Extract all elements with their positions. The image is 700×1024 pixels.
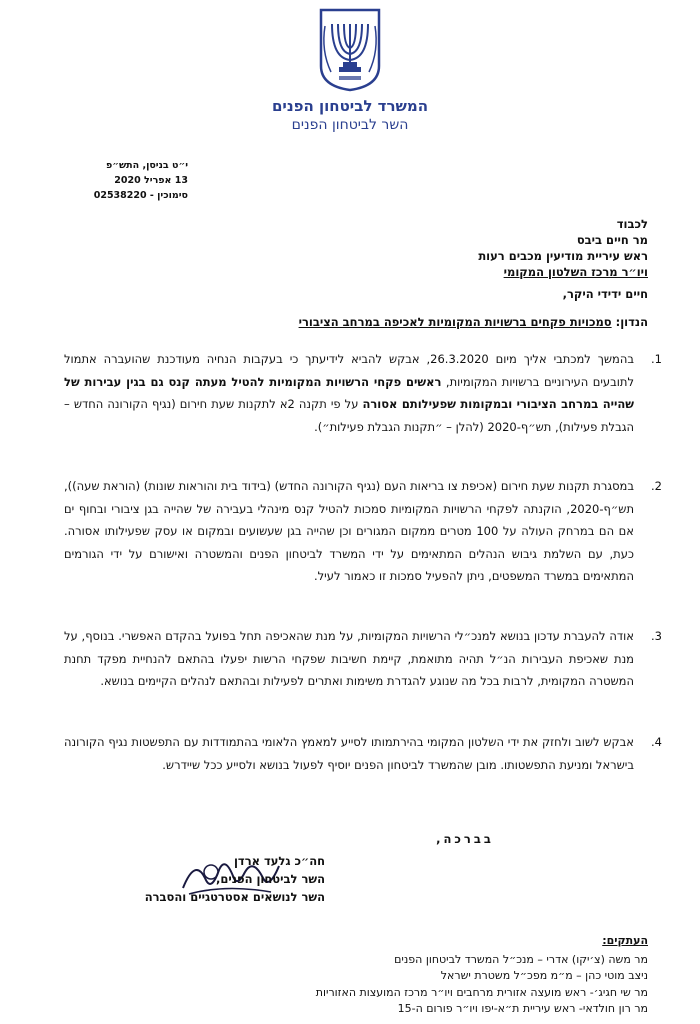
date-block — [58, 158, 188, 203]
addressee-org: ויו״ר מרכז השלטון המקומי — [503, 265, 648, 279]
copy-recipient: מר שי חגיג׳- ראש מועצה אזורית מרחבים ויו״ר מרכז המועצות האזוריות — [315, 985, 648, 999]
paragraph-text-part: על פי תקנה 2א לתקנות שעת חירום (נגיף הקורונה החדש – הגבלת פעילות), תש״ף-2020 (להלן – ״תקנות הגבלת פעילות״). — [64, 397, 634, 434]
paragraph-number: 4. — [651, 735, 662, 749]
paragraph-text: אודה להעברת עדכון בנושא למנכ״לי הרשויות המקומיות, על מנת שהאכיפה תחל בפועל בהקדם האפשרי. בנוסף, על מנת שאכיפת העבירות הנ״ל תהיה מתואמת, קיימת חשיבות שפקחי הרשות יפעלו בהתאם להנחיית מפקד תחנת המשטרה המקומית, לרבות בכל מה שנוגע להגדרת משימות ואתרים לפעילות ובהתאם לנהלים הקיימים בנושא. — [64, 629, 634, 688]
paragraph-number: 3. — [651, 629, 662, 643]
paragraph-text: אבקש לשוב ולחזק את ידי השלטון המקומי בהירתמותו לסייע למאמץ הלאומי בהתמודדות עם התפשטות נגיף הקורונה בישראל ומניעת התפשטותו. מובן שהמשרד לביטחון הפנים יוסיף לפעול בנושא ולסייע ככל שיידרש. — [64, 735, 634, 772]
paragraph-text-part: בהמשך למכתבי אליך מיום 26.3.2020, אבקש להביא לידיעתך כי בעקבות הנחיה מעודכנת שהועברה אתמול לתובעים העירוניים ברשויות המקומיות, — [64, 352, 635, 389]
addressee-to: לכבוד — [616, 217, 648, 231]
subject-text: סמכויות פקחים ברשויות המקומיות לאכיפה במרחב הציבורי — [298, 315, 612, 329]
copy-recipient: ניצב מוטי כהן – מ״מ מפכ״ל משטרת ישראל — [440, 969, 648, 982]
copies-heading: העתקים: — [602, 934, 648, 947]
subject-line — [299, 315, 648, 329]
ministry-name: המשרד לביטחון הפנים — [271, 97, 429, 115]
addressee-name: מר חיים ביבס — [576, 233, 648, 247]
signer-title-1: השר לביטחון הפנים, — [216, 872, 325, 886]
copies-block — [218, 933, 648, 1018]
closing: בברכה, — [436, 832, 494, 846]
paragraph-4 — [64, 731, 660, 776]
office-name: השר לביטחון הפנים — [291, 117, 409, 133]
gregorian-date: 13 אפריל 2020 — [114, 175, 188, 186]
copy-recipient: מר רון חולדאי- ראש עיריית ת״א-יפו ויו״ר פורום ה-15 — [397, 1002, 648, 1015]
addressee-block — [328, 216, 648, 280]
paragraph-number: 2. — [651, 479, 662, 493]
paragraph-bold-text: ראשים פקחי הרשויות המקומיות להטיל מעתה קנס גם בגין עבירות של שהייה במרחב הציבורי ובמקומות שפעילותם אסורה — [64, 374, 634, 411]
paragraph-text — [64, 348, 634, 438]
subject-label: הנדון: — [615, 315, 648, 329]
greeting: חיים ידידי היקר, — [562, 287, 648, 301]
copy-recipient: מר משה (צ׳יקו) אדרי – מנכ״ל המשרד לביטחון הפנים — [394, 952, 648, 966]
paragraph-number: 1. — [651, 352, 662, 366]
signer-title-2: השר לנושאים אסטרטגיים והסברה — [144, 890, 325, 904]
paragraph-2 — [64, 475, 660, 588]
paragraph-1 — [64, 348, 660, 438]
state-emblem-icon — [317, 6, 383, 92]
paragraph-3 — [64, 625, 660, 693]
signature-block — [85, 852, 325, 906]
signer-name: חה״כ גלעד ארדן — [233, 854, 325, 868]
hebrew-date: י״ט בניסן, התש״פ — [105, 160, 188, 171]
paragraph-text: במסגרת תקנות שעת חירום (אכיפת צו בריאות העם (נגיף הקורונה החדש) (בידוד בית והוראות שונות) (הוראת שעה)), תש״ף-2020, הוקנתה לפקחי הרשויות המקומיות סמכות להטיל קנס מינהלי בעבירה של שהייה בגן ציבורי ובחוף ים אם הם במרחק העולה על 100 מטרים ממקום המגורים וכן שהייה בגן שעשועים ובמקום או עסק שפעילותו אסורה. כעת, עם השלמת גיבוש הנהלים המתאימים על ידי המשרד לביטחון הפנים והמשטרה ואישורם על ידי הגורמים המתאימים במשרד המשפטים, ניתן להפעיל סמכות זו כאמור לעיל. — [64, 479, 634, 583]
addressee-title: ראש עיריית מודיעין מכבים רעות — [478, 249, 648, 263]
reference-number: סימוכין - 02538220 — [93, 190, 188, 201]
